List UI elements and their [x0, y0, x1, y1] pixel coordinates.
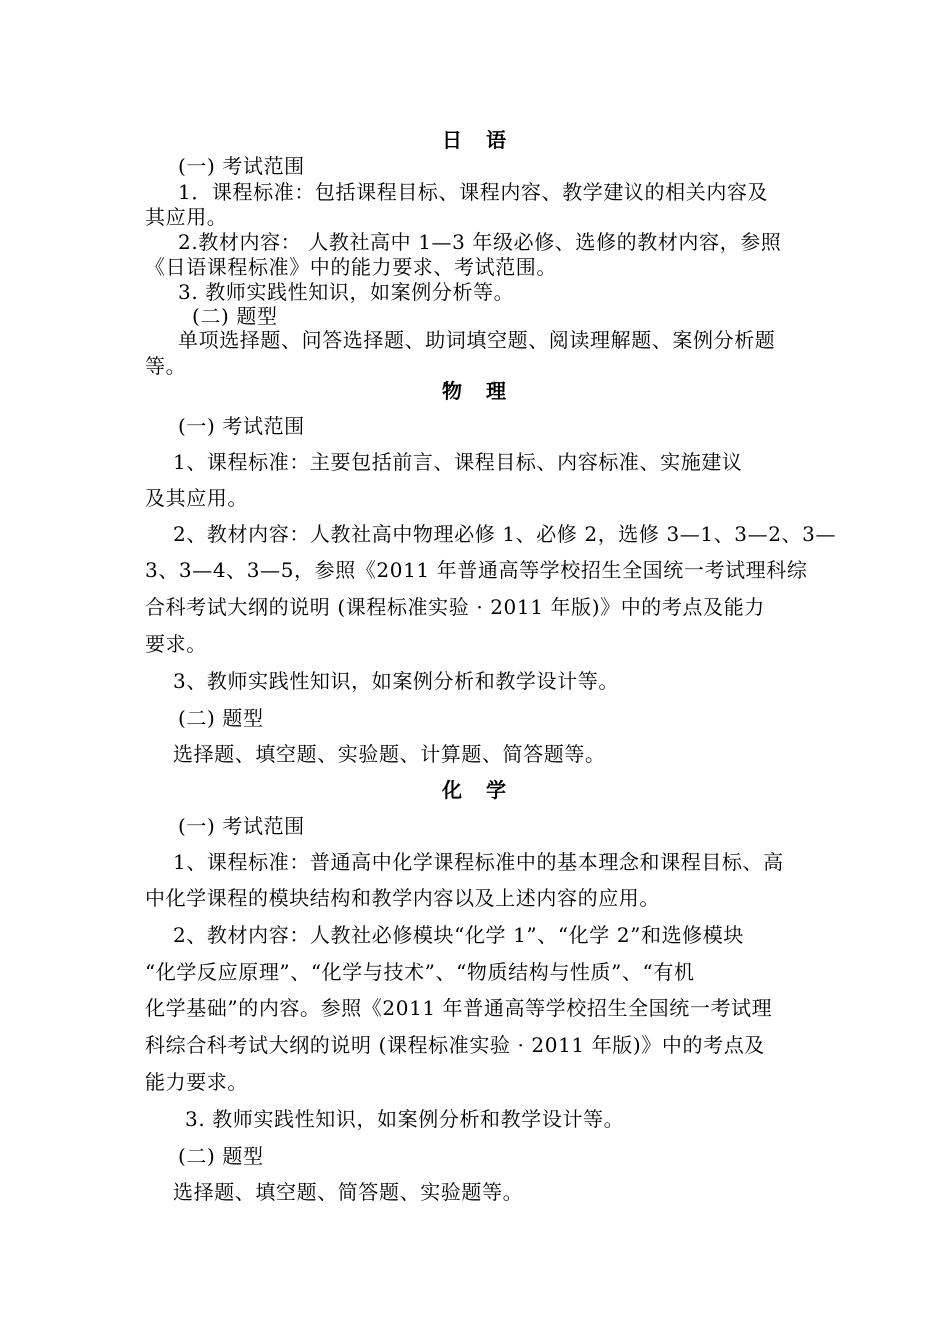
chemistry-title: 化 学 — [442, 778, 508, 802]
chemistry-item2-line4: 科综合科考试大纲的说明 (课程标准实验 · 2011 年版)》中的考点及 — [145, 1033, 765, 1057]
japanese-item3: 3. 教师实践性知识，如案例分析等。 — [178, 280, 515, 304]
japanese-item2-line1: 2.教材内容： 人教社高中 1—3 年级必修、选修的教材内容，参照 — [178, 230, 782, 254]
physics-item2-line4: 要求。 — [145, 632, 207, 656]
physics-title: 物 理 — [442, 379, 508, 403]
chemistry-item2-line5: 能力要求。 — [145, 1070, 248, 1094]
chemistry-scope-heading: (一) 考试范围 — [178, 814, 305, 838]
chemistry-item1-line2: 中化学课程的模块结构和教学内容以及上述内容的应用。 — [145, 886, 660, 910]
physics-item2-line2: 3、3—4、3—5，参照《2011 年普通高等学校招生全国统一考试理科综 — [145, 558, 808, 582]
physics-item2-line3: 合科考试大纲的说明 (课程标准实验 · 2011 年版)》中的考点及能力 — [145, 595, 765, 619]
japanese-scope-heading: (一) 考试范围 — [178, 154, 305, 178]
physics-item1-line1: 1、课程标准：主要包括前言、课程目标、内容标准、实施建议 — [173, 450, 743, 474]
chemistry-item3: 3. 教师实践性知识，如案例分析和教学设计等。 — [185, 1107, 625, 1131]
physics-item2-line1: 2、教材内容：人教社高中物理必修 1、必修 2，选修 3—1、3—2、3— — [173, 522, 837, 546]
japanese-type-heading: (二) 题型 — [192, 304, 278, 328]
chemistry-types: 选择题、填空题、简答题、实验题等。 — [173, 1180, 524, 1204]
physics-item3: 3、教师实践性知识，如案例分析和教学设计等。 — [173, 669, 619, 693]
chemistry-item2-line1: 2、教材内容：人教社必修模块“化学 1”、“化学 2”和选修模块 — [173, 923, 744, 947]
physics-types: 选择题、填空题、实验题、计算题、简答题等。 — [173, 742, 606, 766]
japanese-item1-line2: 其应用。 — [145, 205, 228, 229]
physics-scope-heading: (一) 考试范围 — [178, 414, 305, 438]
chemistry-type-heading: (二) 题型 — [178, 1144, 264, 1168]
physics-type-heading: (二) 题型 — [178, 706, 264, 730]
japanese-types-line2: 等。 — [145, 354, 187, 378]
chemistry-item2-line2: “化学反应原理”、“化学与技术”、“物质结构与性质”、“有机 — [145, 960, 695, 984]
chemistry-item1-line1: 1、课程标准：普通高中化学课程标准中的基本理念和课程目标、高 — [173, 850, 784, 874]
japanese-types-line1: 单项选择题、问答选择题、助词填空题、阅读理解题、案例分析题 — [178, 328, 776, 352]
physics-item1-line2: 及其应用。 — [145, 486, 248, 510]
chemistry-item2-line3: 化学基础”的内容。参照《2011 年普通高等学校招生全国统一考试理 — [145, 996, 773, 1020]
japanese-item1-line1: 1．课程标准：包括课程目标、课程内容、教学建议的相关内容及 — [178, 180, 769, 204]
japanese-item2-line2: 《日语课程标准》中的能力要求、考试范围。 — [145, 255, 557, 279]
japanese-title: 日 语 — [442, 128, 508, 152]
